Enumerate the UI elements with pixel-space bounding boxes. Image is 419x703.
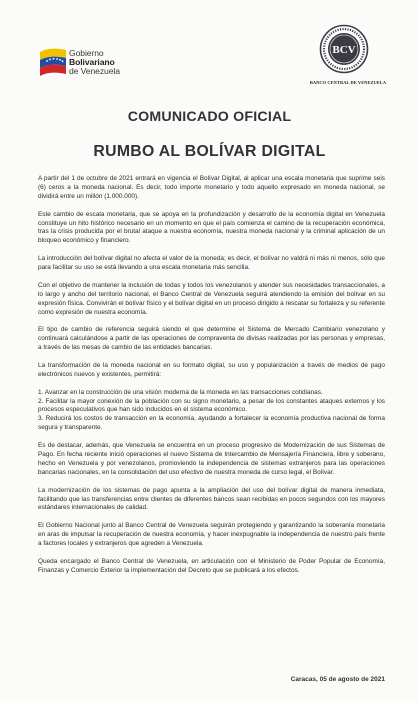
list-item: 3. Reducirá los costos de transacción en la economía, ayudando a fortalecer la economía productiva nacional de forma segura y transparente. xyxy=(38,415,385,432)
bcv-seal-icon xyxy=(319,24,369,74)
paragraph-7: Es de destacar, además, que Venezuela se encuentra en un proceso progresivo de Modernización de sus Sistemas de Pago. En fecha reciente inició operaciones el nuevo Sistema de Intercambio de Mensajería Financiera, libre y soberano, hecho en Venezuela y por venezolanos, promoviendo la independencia de sistemas extranjeros para las operaciones bancarias nacionales, en la consolidación del uso efectivo de nuestra moneda de curso legal, el Bolívar. xyxy=(38,442,385,476)
venezuela-flag-icon xyxy=(38,46,68,78)
gobierno-text xyxy=(69,49,120,76)
gobierno-line-1: Gobierno xyxy=(69,48,104,58)
bcv-name: BANCO CENTRAL DE VENEZUELA xyxy=(309,80,387,85)
paragraph-5: El tipo de cambio de referencia seguirá siendo el que determine el Sistema de Mercado Cambiario venezolano y continuará calculándose a partir de las operaciones de compraventa de divisas realizadas por las personas y empresas, a través de las mesas de cambio de las entidades bancarias. xyxy=(38,326,385,352)
gobierno-line-2: Bolivariano xyxy=(69,57,115,67)
signature-date: Caracas, 05 de agosto de 2021 xyxy=(290,676,385,683)
gobierno-bolivariano-logo xyxy=(38,46,148,80)
paragraph-1: A partir del 1 de octubre de 2021 entrará en vigencia el Bolívar Digital, al aplicar una escala monetaria que suprime seis (6) ceros a la moneda nacional. Es decir, todo importe monetario y todo aquello expresado en moneda nacional, se dividirá entre un millón (1.000.000). xyxy=(38,175,385,200)
benefits-list xyxy=(38,389,385,434)
gobierno-line-3: de Venezuela xyxy=(69,66,120,76)
document-header xyxy=(0,0,419,92)
list-item: 2. Facilitar la mayor conexión de la población con su signo monetario, a pesar de los constantes ataques externos y los procesos especulativos que han sido inducidos en el sistema económico. xyxy=(38,397,385,414)
page-subtitle: RUMBO AL BOLÍVAR DIGITAL xyxy=(93,143,326,160)
paragraph-6: La transformación de la moneda nacional en su formato digital, su uso y popularización a través de medios de pago electrónicos nuevos y existentes, permitirá: xyxy=(38,361,385,378)
communique-body xyxy=(38,175,385,585)
bcv-logo xyxy=(298,24,398,92)
paragraph-10: Queda encargado el Banco Central de Venezuela, en articulación con el Ministerio de Poder Popular de Economía, Finanzas y Comercio Exterior la implementación del Decreto que se publicará a los efectos. xyxy=(38,557,385,574)
page-title: COMUNICADO OFICIAL xyxy=(127,109,292,125)
paragraph-8: La modernización de los sistemas de pago apunta a la ampliación del uso del bolívar digital de manera inmediata, facilitando que las transferencias entre clientes de diferentes bancos sean recibidas en pocos segundos con los mayores estándares internacionales de calidad. xyxy=(38,486,385,512)
paragraph-9: El Gobierno Nacional junto al Banco Central de Venezuela seguirán protegiendo y garantizando la soberanía monetaria en aras de impulsar la recuperación de nuestra economía, y hacer inexpugnable la independencia de nuestro país frente a factores locales y extranjeros que agreden a Venezuela. xyxy=(38,522,385,548)
bcv-seal-letters: BCV xyxy=(332,44,356,56)
paragraph-2: Este cambio de escala monetaria, que se apoya en la profundización y desarrollo de la economía digital en Venezuela constituye un hito histórico necesario en un momento en que el país comienza el camino de la recuperación económica, tras la crisis producida por el brutal ataque a nuestra economía, nuestra moneda nacional y la criminal aplicación de un bloqueo económico y financiero. xyxy=(38,210,385,245)
list-item: 1. Avanzar en la construcción de una visión moderna de la moneda en las transacciones cotidianas. xyxy=(38,388,323,396)
paragraph-4: Con el objetivo de mantener la inclusión de todas y todos los venezolanos y atender sus necesidades transaccionales, a lo largo y ancho del territorio nacional, el Banco Central de Venezuela seguirá atendiendo la emisión del bolívar en su expresión física. Convivirán el bolívar físico y el bolívar digital en un proceso dirigido a rescatar su fortaleza y su referente como expresión de nuestra economía. xyxy=(38,281,385,316)
paragraph-3: La introducción del bolívar digital no afecta el valor de la moneda; es decir, el bolívar no valdrá ni más ni menos, sólo que para facilitar su uso se está llevando a una escala monetaria más sencilla. xyxy=(38,255,385,272)
